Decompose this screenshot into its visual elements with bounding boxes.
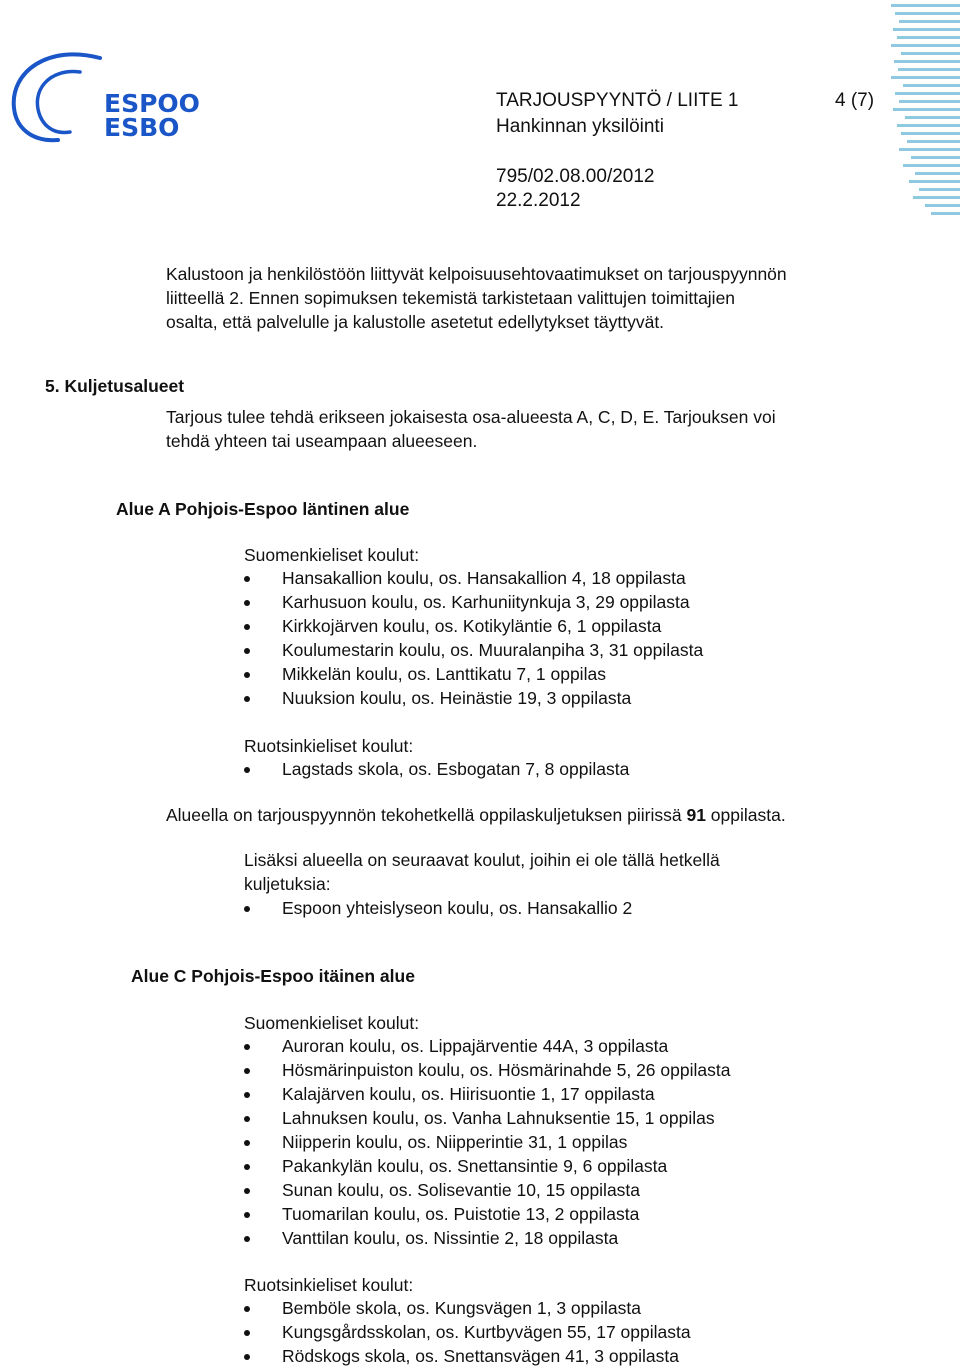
bullet [244,696,250,702]
espoo-esbo-logo [8,50,208,146]
bullet [244,624,250,630]
list-item: Bemböle skola, os. Kungsvägen 1, 3 oppilasta [282,1298,641,1318]
bullet [244,1330,250,1336]
list-item: Rödskogs skola, os. Snettansvägen 41, 3 oppilasta [282,1346,679,1366]
area-a-extra-text: Lisäksi alueella on seuraavat koulut, joihin ei ole tällä hetkellä [244,850,720,870]
logo-line2: ESBO [104,113,180,142]
area-a-total-count: 91 [686,805,706,825]
list-item: Kalajärven koulu, os. Hiirisuontie 1, 17 oppilasta [282,1084,655,1104]
area-a-extra-text: kuljetuksia: [244,874,331,894]
area-c-swedish-label: Ruotsinkieliset koulut: [244,1275,414,1295]
section-text: Tarjous tulee tehdä erikseen jokaisesta osa-alueesta A, C, D, E. Tarjouksen voi [166,407,776,427]
section-text: tehdä yhteen tai useampaan alueeseen. [166,431,478,451]
bullet [244,600,250,606]
area-a-finnish-label: Suomenkieliset koulut: [244,545,420,565]
area-a-total-suffix: oppilasta. [705,805,786,825]
area-a-swedish-label: Ruotsinkieliset koulut: [244,736,414,756]
bullet [244,1044,250,1050]
document-number: 795/02.08.00/2012 [496,166,655,187]
list-item: Pakankylän koulu, os. Snettansintie 9, 6 oppilasta [282,1156,668,1176]
bullet [244,1140,250,1146]
decorative-stripes [891,0,960,225]
bullet [244,1212,250,1218]
intro-line: liitteellä 2. Ennen sopimuksen tekemistä tarkistetaan valittujen toimittajien [166,288,736,308]
list-item: Tuomarilan koulu, os. Puistotie 13, 2 oppilasta [282,1204,640,1224]
area-c-heading: Alue C Pohjois-Espoo itäinen alue [131,966,415,986]
area-c-finnish-label: Suomenkieliset koulut: [244,1013,420,1033]
bullet [244,1236,250,1242]
list-item: Lahnuksen koulu, os. Vanha Lahnuksentie 15, 1 oppilas [282,1108,715,1128]
area-a-total [166,803,786,827]
bullet [244,672,250,678]
bullet [244,1092,250,1098]
area-a-total-prefix: Alueella on tarjouspyynnön tekohetkellä oppilaskuljetuksen piirissä [166,805,687,825]
list-item: Auroran koulu, os. Lippajärventie 44A, 3 oppilasta [282,1036,669,1056]
page-number: 4 (7) [835,90,875,111]
logo-line1: ESPOO [104,89,200,118]
document-subtitle: Hankinnan yksilöinti [496,116,664,137]
list-item: Karhusuon koulu, os. Karhuniitynkuja 3, 29 oppilasta [282,592,690,612]
document-date: 22.2.2012 [496,190,581,211]
list-item: Kirkkojärven koulu, os. Kotikyläntie 6, 1 oppilasta [282,616,662,636]
document-title: TARJOUSPYYNTÖ / LIITE 1 [496,90,739,111]
list-item: Hösmärinpuiston koulu, os. Hösmärinahde 5, 26 oppilasta [282,1060,731,1080]
list-item: Kungsgårdsskolan, os. Kurtbyvägen 55, 17 oppilasta [282,1322,691,1342]
intro-line: osalta, että palvelulle ja kalustolle asetetut edellytykset täyttyvät. [166,312,665,332]
bullet [244,1306,250,1312]
bullet [244,648,250,654]
list-item: Lagstads skola, os. Esbogatan 7, 8 oppilasta [282,759,630,779]
list-item: Koulumestarin koulu, os. Muuralanpiha 3, 31 oppilasta [282,640,704,660]
bullet [244,767,250,773]
bullet [244,1354,250,1360]
list-item: Sunan koulu, os. Solisevantie 10, 15 oppilasta [282,1180,641,1200]
list-item: Espoon yhteislyseon koulu, os. Hansakallio 2 [282,898,633,918]
list-item: Hansakallion koulu, os. Hansakallion 4, 18 oppilasta [282,568,686,588]
bullet [244,1188,250,1194]
intro-line: Kalustoon ja henkilöstöön liittyvät kelpoisuusehtovaatimukset on tarjouspyynnön [166,264,787,284]
bullet [244,1068,250,1074]
list-item: Mikkelän koulu, os. Lanttikatu 7, 1 oppilas [282,664,606,684]
section-heading: 5. Kuljetusalueet [45,376,185,396]
list-item: Vanttilan koulu, os. Nissintie 2, 18 oppilasta [282,1228,619,1248]
bullet [244,1116,250,1122]
bullet [244,906,250,912]
bullet [244,576,250,582]
list-item: Niipperin koulu, os. Niipperintie 31, 1 oppilas [282,1132,628,1152]
bullet [244,1164,250,1170]
area-a-heading: Alue A Pohjois-Espoo läntinen alue [116,499,410,519]
list-item: Nuuksion koulu, os. Heinästie 19, 3 oppilasta [282,688,632,708]
